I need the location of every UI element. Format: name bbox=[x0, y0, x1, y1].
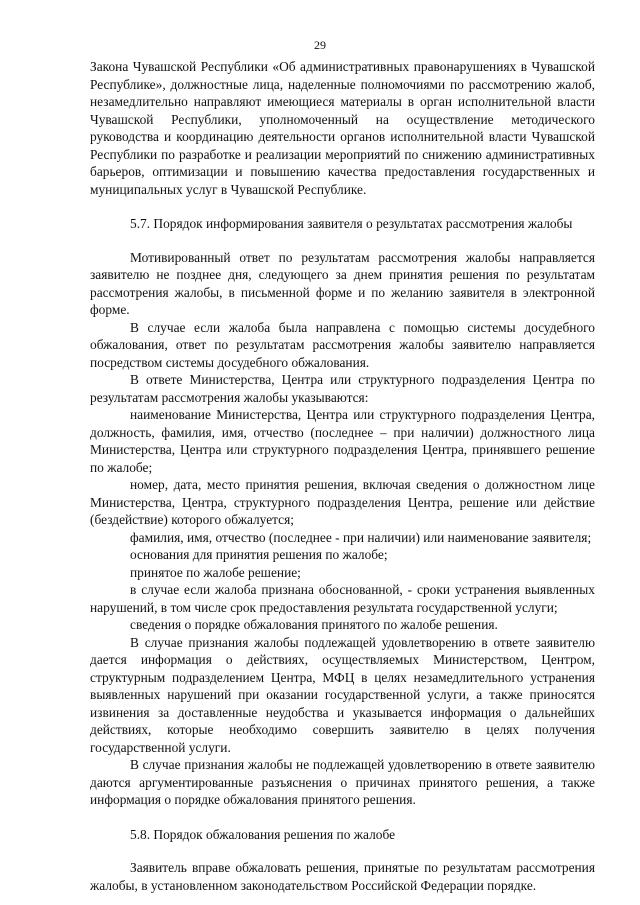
list-item: принятое по жалобе решение; bbox=[130, 564, 301, 580]
list-item: фамилия, имя, отчество (последнее - при наличии) или наименование заявителя; bbox=[130, 529, 592, 545]
section-heading-5-7: 5.7. Порядок информирования заявителя о результатах рассмотрения жалобы bbox=[130, 216, 573, 231]
list-item: наименование Министерства, Центра или структурного подразделения Центра, должность, фамилия, имя, отчество (последнее – при наличии) должностного лица Министерства, Центра или структурного подразделения Центра, принявшего решение по жалобе; bbox=[90, 407, 595, 475]
paragraph: В случае если жалоба была направлена с помощью системы досудебного обжалования, ответ по результатам рассмотрения жалобы заявителю направляется посредством системы досудебного обжалования. bbox=[90, 319, 595, 370]
list-item: в случае если жалоба признана обоснованной, - сроки устранения выявленных нарушений, в том числе срок предоставления результата государственной услуги; bbox=[90, 582, 595, 615]
paragraph: В ответе Министерства, Центра или структурного подразделения Центра по результатам рассмотрения жалобы указываются: bbox=[90, 372, 595, 405]
list-item: основания для принятия решения по жалобе; bbox=[130, 547, 388, 562]
paragraph: В случае признания жалобы подлежащей удовлетворению в ответе заявителю дается информация о действиях, осуществляемых Министерством, Центром, структурным подразделением Центра, МФЦ в целях незамедлительного устранения выявленных нарушений при оказании государственной услуги, а также приносятся извинения за доставленные неудобства и указывается информация о дальнейших действиях, которые необходимо совершить заявителю в целях получения государственной услуги. bbox=[90, 634, 595, 755]
paragraph: В случае признания жалобы не подлежащей удовлетворению в ответе заявителю даются аргументированные разъяснения о причинах принятого решения, а также информация о порядке обжалования принятого решения. bbox=[90, 757, 595, 807]
paragraph: Закона Чувашской Республики «Об административных правонарушениях в Чувашской Республике», должностные лица, наделенные полномочиями по рассмотрению жалоб, незамедлительно направляют имеющиеся материалы в орган исполнительной власти Чувашской Республики, уполномоченный на осуществление методического руководства и координацию деятельности органов исполнительной власти Чувашской Республики по разработке и реализации мероприятий по снижению административных барьеров, оптимизации и повышению качества предоставления государственных и муниципальных услуг в Чувашской Республике. bbox=[90, 59, 595, 197]
document-body bbox=[90, 58, 595, 894]
paragraph: Мотивированный ответ по результатам рассмотрения жалобы направляется заявителю не позднее дня, следующего за днем принятия решения по результатам рассмотрения жалобы, в письменной форме и по желанию заявителя в электронной форме. bbox=[90, 249, 595, 317]
page-number: 29 bbox=[314, 38, 326, 52]
paragraph: Заявитель вправе обжаловать решения, принятые по результатам рассмотрения жалобы, в установленном законодательством Российской Федерации порядке. bbox=[90, 860, 595, 893]
section-heading-5-8: 5.8. Порядок обжалования решения по жалобе bbox=[130, 826, 396, 842]
list-item: сведения о порядке обжалования принятого по жалобе решения. bbox=[130, 617, 498, 632]
list-item: номер, дата, место принятия решения, включая сведения о должностном лице Министерства, Центра, структурного подразделения Центра, решение или действие (бездействие) которого обжалуется; bbox=[90, 477, 595, 527]
